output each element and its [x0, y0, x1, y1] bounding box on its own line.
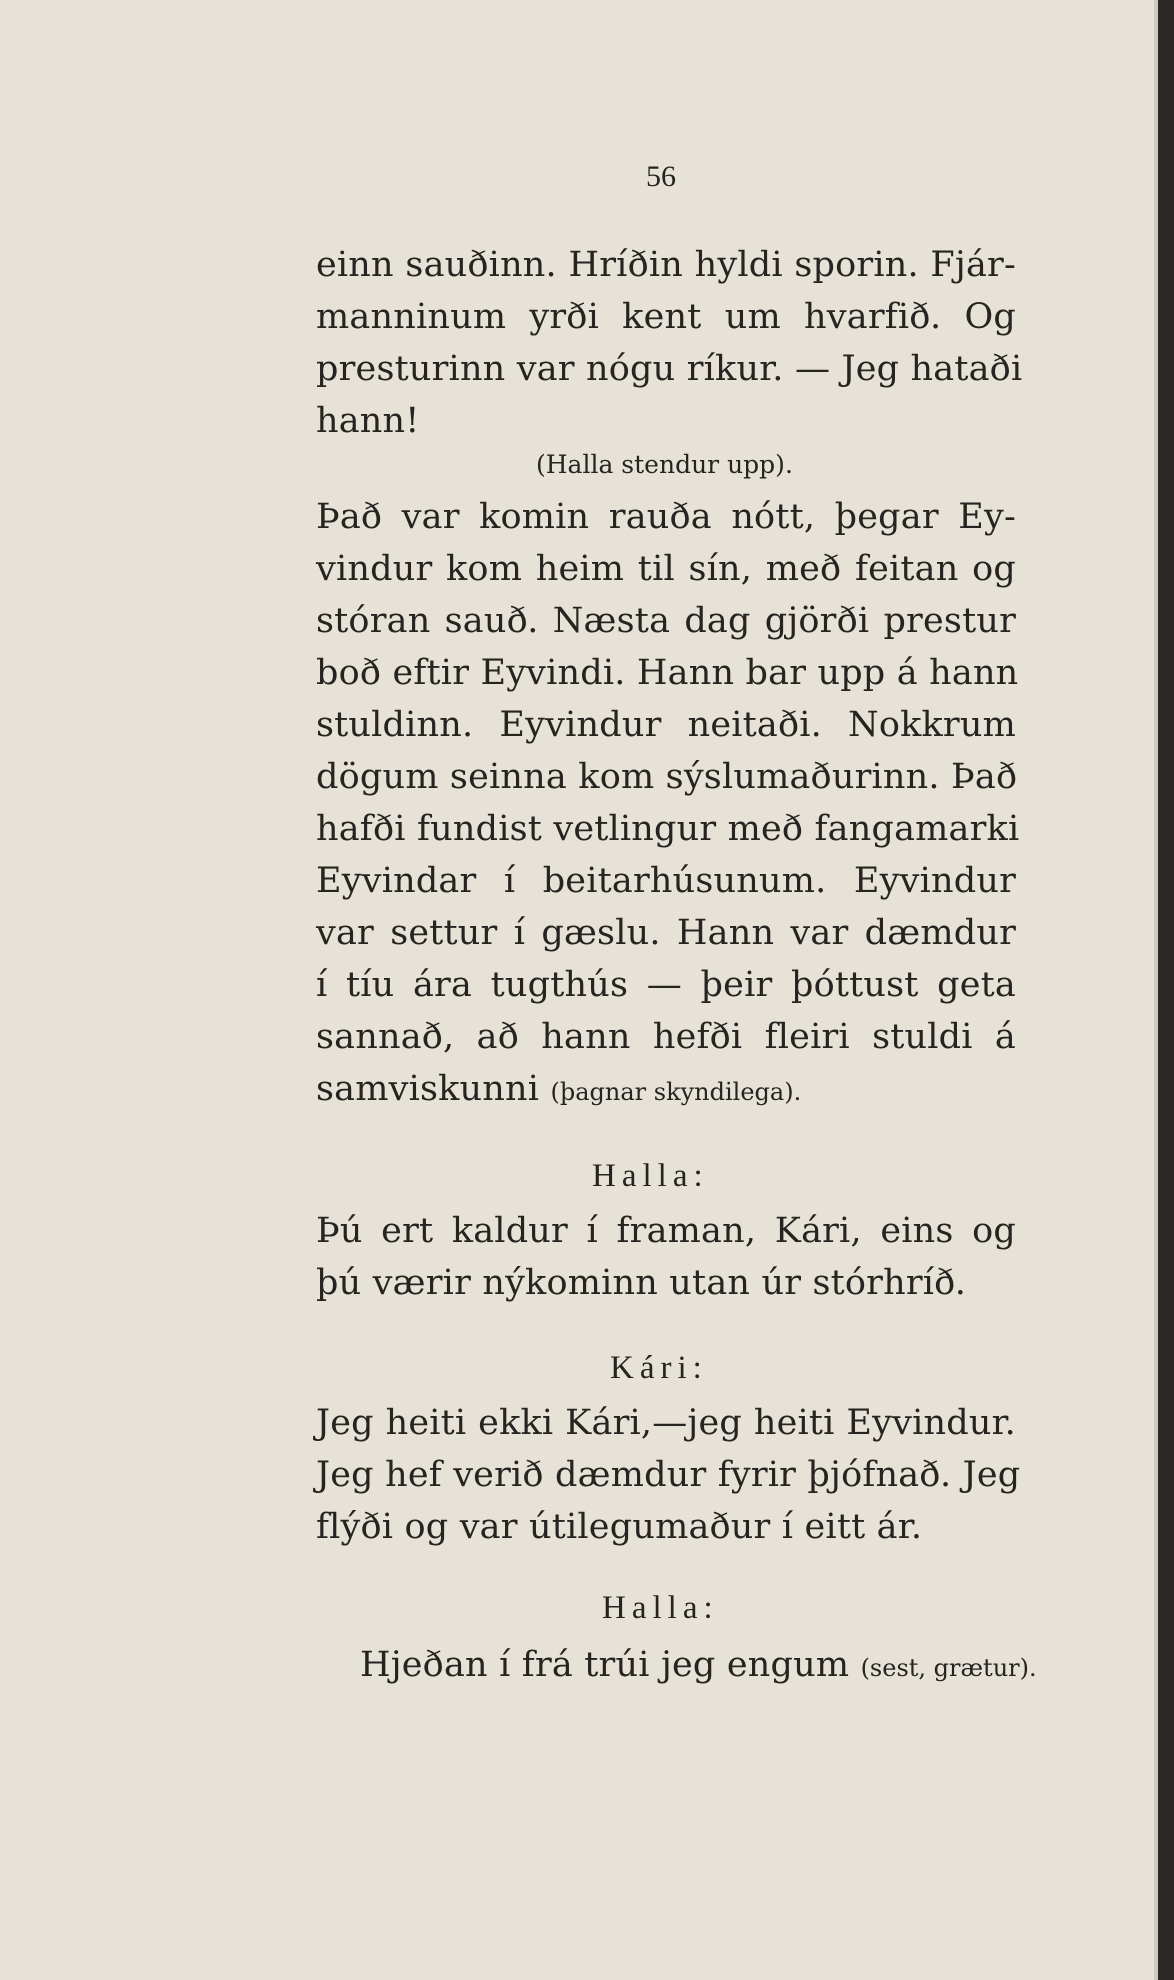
text-line: hann! — [316, 401, 420, 441]
text-line: stóran sauð. Næsta dag gjörði prestur — [316, 601, 1016, 641]
text-line: vindur kom heim til sín, með feitan og — [316, 549, 1016, 589]
stage-direction: (Halla stendur upp). — [536, 450, 793, 479]
text-line: presturinn var nógu ríkur. — Jeg hataði — [316, 349, 1023, 389]
text-line: Það var komin rauða nótt, þegar Ey- — [316, 497, 1016, 537]
stage-direction: (þagnar skyndilega). — [550, 1078, 802, 1106]
text-fragment: Hjeðan í frá trúi jeg engum — [360, 1645, 850, 1685]
text-line: hafði fundist vetlingur með fangamarki — [316, 809, 1020, 849]
text-line: sannað, að hann hefði fleiri stuldi á — [316, 1017, 1016, 1057]
speaker-name: Halla: — [602, 1590, 719, 1626]
speaker-name: Kári: — [610, 1350, 708, 1386]
page-number: 56 — [646, 160, 676, 193]
text-line: var settur í gæslu. Hann var dæmdur — [316, 913, 1016, 953]
stage-direction: (sest, grætur). — [860, 1654, 1037, 1682]
text-line: þú værir nýkominn utan úr stórhríð. — [316, 1263, 967, 1303]
text-line: dögum seinna kom sýslumaðurinn. Það — [316, 757, 1018, 797]
speaker-name: Halla: — [592, 1158, 709, 1194]
text-line: í tíu ára tugthús — þeir þóttust geta — [316, 965, 1016, 1005]
text-line: einn sauðinn. Hríðin hyldi sporin. Fjár- — [316, 245, 1016, 285]
text-line: Eyvindar í beitarhúsunum. Eyvindur — [316, 861, 1016, 901]
text-line: manninum yrði kent um hvarfið. Og — [316, 297, 1016, 337]
text-line: boð eftir Eyvindi. Hann bar upp á hann — [316, 653, 1019, 693]
text-line: flýði og var útilegumaður í eitt ár. — [316, 1507, 923, 1547]
text-line: Þú ert kaldur í framan, Kári, eins og — [316, 1211, 1016, 1251]
text-line: Jeg heiti ekki Kári,—jeg heiti Eyvindur. — [316, 1403, 1016, 1443]
text-line-with-stage — [316, 1064, 1016, 1114]
text-fragment: samviskunni — [316, 1069, 540, 1109]
text-line: stuldinn. Eyvindur neitaði. Nokkrum — [316, 705, 1016, 745]
text-line: Jeg hef verið dæmdur fyrir þjófnað. Jeg — [316, 1455, 1021, 1495]
page-edge — [1158, 0, 1174, 1980]
text-line-with-stage — [360, 1640, 1060, 1690]
